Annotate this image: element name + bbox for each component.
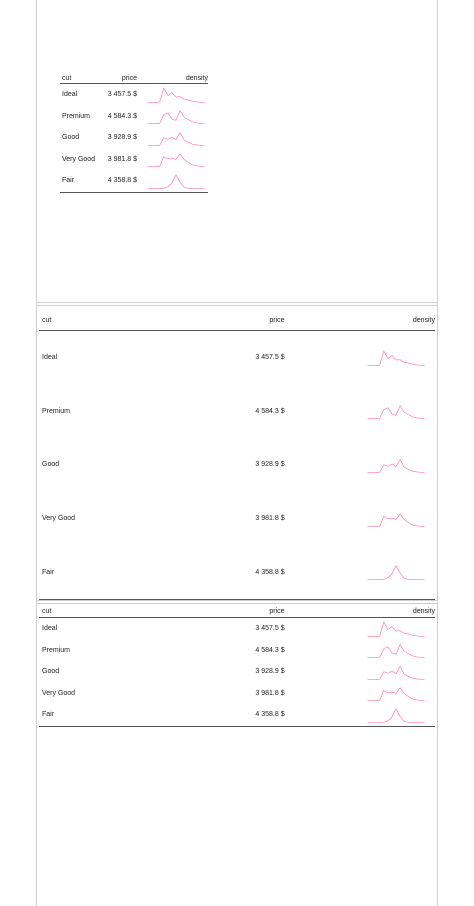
density-sparkline [147, 129, 205, 147]
table-row [39, 704, 435, 726]
table-row [60, 106, 208, 128]
cell-cut: Fair [39, 545, 192, 599]
density-sparkline [367, 641, 425, 659]
cell-cut: Ideal [62, 91, 78, 99]
header-price: price [107, 74, 137, 84]
density-line [367, 688, 424, 701]
table-row [39, 438, 435, 492]
header-price: price [192, 607, 284, 618]
table-header-row [39, 311, 435, 331]
section-divider [37, 603, 437, 604]
table-row [60, 170, 208, 192]
table-row [39, 545, 435, 599]
section-divider [37, 302, 437, 303]
density-sparkline [367, 510, 425, 528]
table-row [39, 492, 435, 546]
cell-cut: Fair [60, 170, 107, 192]
cell-price: 3 928.9 $ [107, 134, 137, 142]
cell-cut: Good [42, 461, 60, 469]
density-line [148, 111, 205, 124]
density-sparkline [367, 563, 425, 581]
density-sparkline [147, 150, 205, 168]
density-line [367, 709, 424, 723]
density-line [367, 645, 424, 658]
cell-cut: Ideal [42, 354, 58, 362]
cell-price: 4 584.3 $ [107, 112, 137, 120]
density-sparkline [367, 684, 425, 702]
density-sparkline [147, 86, 205, 104]
density-line [367, 406, 424, 419]
summary-table-wide-compact [39, 607, 435, 727]
section-divider [37, 600, 437, 601]
table-header-row [39, 607, 435, 618]
header-density: density [137, 74, 208, 84]
cell-cut: Fair [39, 704, 192, 726]
summary-table-small [60, 74, 208, 193]
section-divider [37, 305, 437, 306]
table-row [39, 640, 435, 662]
table-row [60, 149, 208, 171]
cell-price: 3 928.9 $ [255, 461, 285, 469]
table-row [60, 84, 208, 106]
cell-price: 3 928.9 $ [255, 668, 285, 676]
density-line [367, 459, 424, 472]
cell-price: 3 981.8 $ [255, 689, 285, 697]
density-line [148, 88, 205, 103]
cell-cut: Ideal [42, 625, 58, 633]
density-line [148, 154, 205, 167]
density-line [367, 622, 424, 637]
density-sparkline [147, 172, 205, 190]
cell-price: 4 358.8 $ [192, 704, 284, 726]
header-density: density [285, 311, 435, 331]
cell-price: 4 358.8 $ [107, 170, 137, 192]
cell-cut: Good [42, 668, 60, 676]
table-row [39, 331, 435, 385]
summary-table-wide-spaced [39, 311, 435, 600]
density-sparkline [367, 402, 425, 420]
cell-price: 4 584.3 $ [255, 407, 285, 415]
header-cut: cut [60, 74, 107, 84]
cell-cut: Premium [42, 407, 71, 415]
density-sparkline [147, 107, 205, 125]
table-row [39, 683, 435, 705]
cell-price: 4 584.3 $ [255, 646, 285, 654]
header-cut: cut [39, 311, 192, 331]
table-row [39, 661, 435, 683]
density-line [148, 132, 205, 145]
header-cut: cut [39, 607, 192, 618]
cell-cut: Very Good [42, 515, 76, 523]
cell-cut: Premium [62, 112, 91, 120]
cell-price: 3 457.5 $ [107, 91, 137, 99]
cell-cut: Premium [42, 646, 71, 654]
density-line [367, 513, 424, 526]
cell-price: 4 358.8 $ [192, 545, 284, 599]
header-density: density [285, 607, 435, 618]
table-header-row [60, 74, 208, 84]
density-sparkline [367, 620, 425, 638]
density-sparkline [367, 706, 425, 724]
density-sparkline [367, 456, 425, 474]
density-line [367, 351, 424, 366]
table-row [39, 385, 435, 439]
density-line [148, 175, 205, 189]
header-price: price [192, 311, 284, 331]
cell-price: 3 981.8 $ [107, 155, 137, 163]
density-line [367, 666, 424, 679]
cell-price: 3 457.5 $ [255, 354, 285, 362]
cell-price: 3 457.5 $ [255, 625, 285, 633]
table-row [39, 618, 435, 640]
cell-cut: Very Good [42, 689, 76, 697]
table-row [60, 127, 208, 149]
cell-cut: Good [62, 134, 80, 142]
cell-price: 3 981.8 $ [255, 515, 285, 523]
density-line [367, 566, 424, 580]
cell-cut: Very Good [62, 155, 96, 163]
density-sparkline [367, 663, 425, 681]
density-sparkline [367, 349, 425, 367]
